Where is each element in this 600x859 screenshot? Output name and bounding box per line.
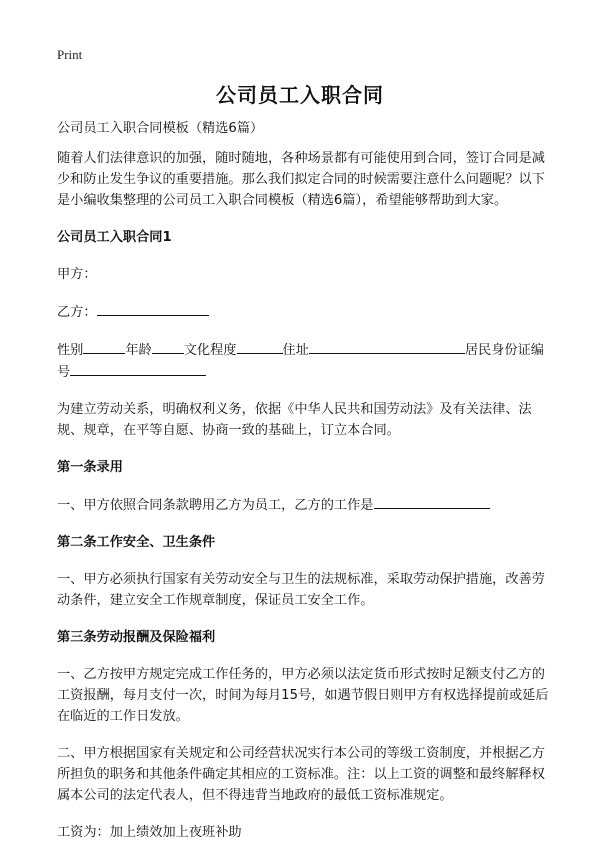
party-b-field bbox=[57, 301, 550, 323]
address-label: 住址 bbox=[282, 343, 309, 358]
personal-info-line bbox=[57, 339, 550, 383]
salary-line: 工资为：加上绩效加上夜班补助 bbox=[57, 825, 242, 840]
preamble-paragraph: 为建立劳动关系，明确权利义务，依据《中华人民共和国劳动法》及有关法律、法规、规章，在平等自愿、协商一致的基础上，订立本合同。 bbox=[57, 402, 532, 438]
article1-text-body: 一、甲方依照合同条款聘用乙方为员工，乙方的工作是 bbox=[57, 498, 374, 513]
party-a-field bbox=[57, 264, 550, 285]
article1-heading: 第一条录用 bbox=[57, 460, 123, 475]
article1-text bbox=[57, 494, 550, 516]
page-title: 公司员工入职合同 bbox=[216, 83, 384, 107]
sex-blank bbox=[83, 339, 125, 354]
education-blank bbox=[237, 339, 283, 354]
document-subtitle: 公司员工入职合同模板（精选6篇） bbox=[57, 121, 264, 136]
education-label: 文化程度 bbox=[183, 343, 237, 358]
party-a-label: 甲方： bbox=[57, 267, 97, 282]
party-b-blank bbox=[97, 301, 209, 316]
job-blank bbox=[374, 494, 490, 509]
article3-paragraph-1: 一、乙方按甲方规定完成工作任务的，甲方必须以法定货币形式按时足额支付乙方的工资报酬，每月支付一次，时间为每月15号，如遇节假日则甲方有权选择提前或延后在临近的工作日发放。 bbox=[57, 667, 549, 724]
document-body bbox=[57, 118, 550, 859]
intro-paragraph: 随着人们法律意识的加强，随时随地，各种场景都有可能使用到合同，签订合同是减少和防止发生争议的重要措施。那么我们拟定合同的时候需要注意什么问题呢？以下是小编收集整理的公司员工入职合同模板（精选6篇），希望能够帮助到大家。 bbox=[57, 151, 545, 208]
id-number-label: 居民身份证编号 bbox=[57, 343, 544, 380]
print-link[interactable]: Print bbox=[57, 47, 83, 62]
age-label: 年龄 bbox=[125, 343, 152, 358]
party-b-label: 乙方： bbox=[57, 305, 97, 320]
sex-label: 性别 bbox=[57, 343, 84, 358]
address-blank bbox=[309, 339, 465, 354]
article2-heading: 第二条工作安全、卫生条件 bbox=[57, 535, 216, 550]
age-blank bbox=[152, 339, 184, 354]
id-number-blank bbox=[70, 361, 206, 376]
article2-text: 一、甲方必须执行国家有关劳动安全与卫生的法规标准，采取劳动保护措施，改善劳动条件，建立安全工作规章制度，保证员工安全工作。 bbox=[57, 572, 545, 608]
contract-heading: 公司员工入职合同1 bbox=[57, 230, 172, 245]
article3-paragraph-2: 二、甲方根据国家有关规定和公司经营状况实行本公司的等级工资制度，并根据乙方所担负的职务和其他条件确定其相应的工资标准。注：以上工资的调整和最终解释权属本公司的法定代表人，但不得违背当地政府的最低工资标准规定。 bbox=[57, 746, 545, 803]
article3-heading: 第三条劳动报酬及保险福利 bbox=[57, 630, 216, 645]
